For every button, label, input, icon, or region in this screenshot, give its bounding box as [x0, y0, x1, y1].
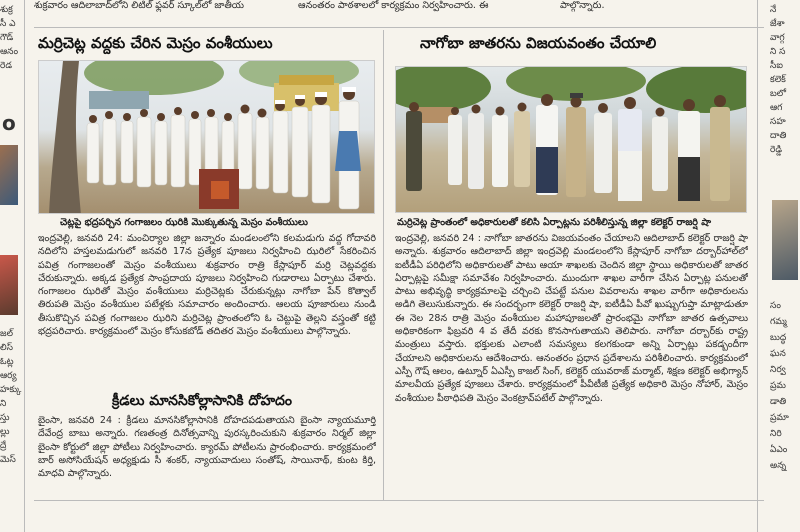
right-edge-line: రెడ్డి [770, 145, 782, 155]
top-rule [34, 27, 764, 28]
right-edge-line: సం [770, 301, 781, 311]
top-strip-mid [298, 0, 548, 24]
right-edge-line: నే [770, 5, 777, 15]
right-article-body: ఇంద్రవెల్లి, జనవరి 24 : నాగోబా జాతరను విజయవంతం చేయాలని ఆదిలాబాద్ కలెక్టర్ రాజర్షి షా అన్నారు. శుక్రవారం ఆదిలాబాద్ జిల్లా ఇంద్రవెల్లి మండలంలోని కేస్లాపూర్ నాగోబా దర్బార్‌హాల్‌లో ఐటీడీఏ పరిధిలోని అధికారులతో పాటు ఆయా శాఖలకు చెందిన జిల్లా స్థాయి అధికారులతో జాతర ఏర్పాట్లపై సమీక్షా సమావేశం నిర్వహించారు. ముందుగా శాఖల వారీగా చేసిన ఏర్పాట్ల పనులతో పాటు అభివృద్ధి కార్యక్రమాలపై చర్చించి చేపట్టే పనుల వివరాలను శాఖల వారీగా అధికారులను అడిగి తెలుసుకున్నారు. ఈ సందర్భంగా కలెక్టర్ రాజర్షి షా, ఐటీడీఏ పీవో ఖుష్బుగుప్తా మాట్లాడుతూ ఈ నెల 28న రాత్రి మెస్రం వంశీయుల మహాపూజలతో ప్రారంభమై నాగోబా జాతర ఉత్సవాలు అధికారికంగా ఫిబ్రవరి 4 వ తేదీ వరకు కొనసాగుతాయని తెలిపారు. నాగోబా దర్బార్‌కు రాష్ట్ర మంత్రులు వస్తారు. భక్తులకు ఎలాంటి సమస్యలు కలగకుండా అన్ని ఏర్పాట్లు పకడ్బందీగా చేయాలని అధికారులను ఆదేశించారు. ఆనంతరం ప్రధాన ప్రదేశాలను పరిశీలించారు. కార్యక్రమంలో ఎస్పీ గౌష్ ఆలం, ఉట్నూర్ ఏఎస్పీ కాజల్ సింగ్, కలెక్టర్ యువరాజ్ మర్మాట్, శిక్షణ కలెక్టర్ అభిగ్యాన్ మాలవీయ ప్రత్యేక పూజలు చేశారు. కార్యక్రమంలో పీవీటీజీ ప్రత్యేక అధికారి మెస్రం నోహార్, మెస్రం వంశీయుల పీఠాధిపతి మెస్రం వెంకట్రావ్‌పటేల్ పాల్గొన్నారు. [395, 233, 748, 404]
left-edge-line: స్తు [0, 413, 10, 423]
right-edge-line: బుద్ధ [770, 333, 787, 343]
left-article-subhead: క్రీడలు మానసికోల్లాసానికి దోహదం [112, 393, 293, 409]
right-edge-line: ఏఎం [770, 445, 788, 455]
right-edge-line: ని స [770, 47, 786, 57]
right-article-photo [395, 66, 747, 213]
left-edge-line: ఆనం [0, 47, 19, 57]
left-edge-line: మెస్ [0, 455, 16, 465]
right-edge-line: సీఐ [770, 61, 783, 71]
right-edge-line: జేశా [770, 19, 785, 29]
right-edge-line: డాతి [770, 397, 787, 407]
left-edge-line: ఓట్ల [0, 357, 14, 367]
top-strip-right [560, 0, 760, 24]
procession-illustration [39, 61, 375, 214]
left-edge-line: ఆర్య [0, 371, 17, 381]
left-edge-column [0, 0, 22, 532]
left-edge-line: ద్రే [0, 441, 7, 451]
officials-illustration [396, 67, 747, 213]
right-edge-line: ఆగ [770, 103, 783, 113]
left-edge-line: ని [0, 399, 7, 409]
bottom-rule [34, 500, 764, 501]
right-edge-line: దాతి [770, 131, 787, 141]
right-edge-line: నిర్వ [770, 365, 786, 375]
column-rule [383, 30, 384, 500]
left-edge-line: సీ ఎ [0, 19, 16, 29]
right-article-caption: మర్రిచెట్ల ప్రాంతంలో అధికారులతో కలిసి ఏర్పాట్లను పరిశీలిస్తున్న జిల్లా కలెక్టర్ రాజర్షి షా [397, 217, 712, 228]
left-article-body2: బైంసా, జనవరి 24 : క్రీడలు మానసికోల్లాసానికి దోహదపడుతాయని బైంసా న్యాయమూర్తి దేవేంద్ర బాబు అన్నారు. గణతంత్ర దినోత్సవాన్ని పురస్కరించుకుని శుక్రవారం నిర్మల్ జిల్లా బైంసా కోర్టులో జిల్లా పోటీలు నిర్వహించారు. క్యారమ్ పోటీలను ప్రారంభించారు. కార్యక్రమంలో బార్ అసోసియేషన్ అధ్యక్షుడు సీ శంకర్, న్యాయవాదులు సంతోష్, సాయినాథ్, కుంట కిర్తి, మాధవి పాల్గొన్నారు. [38, 415, 376, 480]
right-edge-line: వాగ్గ [770, 33, 785, 43]
right-edge-photo [772, 200, 798, 280]
left-edge-line: రెడ [0, 61, 12, 71]
right-edge-line: కలెక్ [770, 75, 786, 85]
left-edge-line: లిస్ [0, 343, 13, 353]
column-rule [757, 0, 758, 532]
top-strip-text: శుక్రవారం ఆదిలాబాద్‌లోని లిటిల్ ఫ్లవర్ స్కూల్‌లో జాతీయ [34, 0, 244, 11]
left-article-body: ఇంద్రవెల్లి, జనవరి 24: మంచిర్యాల జిల్లా జన్నారం మండలంలోని కలమడుగు వద్ద గోదావరి నదిలోని హస్తలమడుగులో జనవరి 17న ప్రత్యేక పూజలు నిర్వహించి ఝరిలో సేకరించిన పవిత్ర గంగాజలంతో మెస్రం వంశీయులు శుక్రవారం రాత్రి కేస్లాపూర్ మర్రి చెట్లవద్దకు చేరుకున్నారు. అక్కడ ప్రత్యేక సాంప్రదాయ పూజలు నిర్వహించి గుడారాలు ఏర్పాటు చేశారు. గంగాజలం ఝరితో మెస్రం వంశీయులు మర్రిచెట్లకు చేరుకున్నట్లు నాగోబా పేన్ కొత్వాల్ తిరుపతి మెస్రం వంశీయుల పటేళ్లకు సమాచారం అందించారు. ఆలయ పూజారులు నుండి తీసుకొచ్చిన పవిత్ర గంగాజలం ఝరిని మర్రిచెట్ల ప్రాంతంలోని ఓ చెట్టుపై తెల్లని వస్త్రంతో కట్టి భద్రపరిచారు. కార్యక్రమంలో మెస్రం కోసుకబోడ్ తదితర మెస్రం వంశీయులు పాల్గొన్నారు. [38, 233, 376, 338]
left-article-caption: చెట్లపై భద్రపర్చిన గంగాజలం ఝరికి మొక్కుతున్న మెస్రం వంశీయులు [60, 217, 308, 228]
right-edge-line: అన్న [770, 461, 787, 471]
left-edge-line: గౌడ్ [0, 33, 14, 43]
right-edge-line: నిరి [770, 429, 782, 439]
left-edge-photo [0, 145, 18, 205]
right-edge-column [770, 0, 800, 532]
right-article-headline: నాగోబా జాతరను విజయవంతం చేయాలి [420, 34, 657, 52]
left-article-photo [38, 60, 375, 214]
top-strip-text: ఆనంతరం పాఠశాలలో కార్యక్రమం నిర్వహించారు. ఈ [298, 0, 489, 11]
right-edge-line: ఘన [770, 349, 786, 359]
top-strip-text: పాల్గొన్నారు. [560, 0, 605, 11]
right-edge-line: ప్రమా [770, 413, 789, 423]
left-edge-line: శుక్ర [0, 5, 13, 15]
right-edge-line: ప్రమ [770, 381, 786, 391]
right-edge-line: బలో [770, 89, 787, 99]
top-strip-left [34, 0, 294, 24]
right-edge-line: సహ [770, 117, 786, 127]
right-edge-line: గమ్మ [770, 317, 787, 327]
column-rule [24, 0, 25, 532]
left-edge-big-letter: o [2, 111, 16, 135]
left-edge-photo [0, 255, 18, 315]
left-edge-line: హక్కు [0, 385, 22, 395]
left-edge-line: ల్లు [0, 427, 10, 437]
left-article-headline: మర్రిచెట్ల వద్దకు చేరిన మెస్రం వంశీయులు [38, 34, 273, 52]
left-edge-line: జల్ [0, 329, 13, 339]
